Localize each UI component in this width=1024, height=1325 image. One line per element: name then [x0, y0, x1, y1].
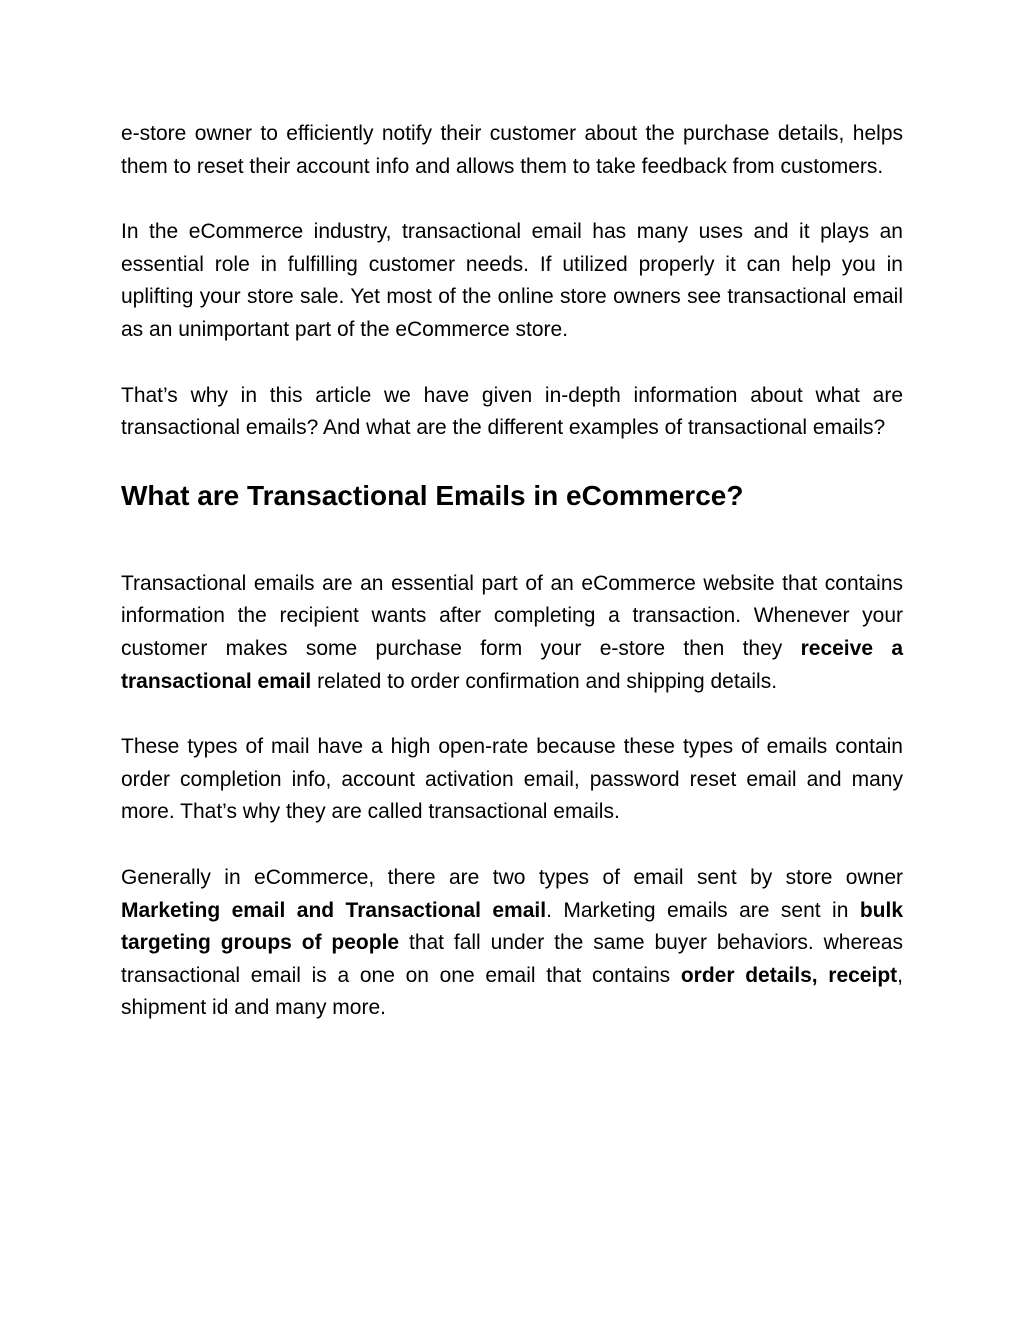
intro-paragraph-2: [121, 216, 903, 346]
text-run: that fall under the same buyer behaviors. whereas transactional email is a one on one email that contains: [121, 931, 903, 987]
text-run: , shipment id and many more.: [121, 963, 903, 1020]
body-paragraph-3: [121, 862, 903, 1025]
text-run: related to order confirmation and shipping details.: [311, 669, 778, 693]
text-run: . Marketing emails are sent in: [546, 898, 860, 922]
bold-text-run: Marketing email and Transactional email: [121, 898, 547, 922]
text-run: In the eCommerce industry, transactional email has many uses and it plays an essential role in fulfilling customer needs. If utilized properly it can help you in uplifting your store sale. Yet most of the online store owners see transactional email as an unimportant part of the eCommerce store.: [121, 220, 903, 341]
intro-paragraph-1: [121, 118, 903, 183]
text-run: e-store owner to efficiently notify their customer about the purchase details, helps them to reset their account info and allows them to take feedback from customers.: [121, 122, 903, 178]
text-run: Generally in eCommerce, there are two types of email sent by store owner: [121, 865, 903, 889]
bold-text-run: receive a transactional email: [121, 636, 903, 693]
body-paragraph-2: [121, 731, 903, 829]
text-run: These types of mail have a high open-rate because these types of emails contain order completion info, account activation email, password reset email and many more. That’s why they are called transactional emails.: [121, 735, 903, 824]
bold-text-run: bulk targeting groups of people: [121, 898, 904, 955]
document-page: [121, 118, 903, 1058]
text-run: Transactional emails are an essential part of an eCommerce website that contains information the recipient wants after completing a transaction. Whenever your customer makes some purchase form your e-store then they: [121, 571, 903, 660]
section-heading: What are Transactional Emails in eCommerce?: [121, 479, 744, 511]
bold-text-run: order details, receipt: [680, 963, 898, 987]
intro-paragraph-3: [121, 380, 903, 445]
body-paragraph-1: [121, 568, 903, 698]
text-run: That’s why in this article we have given in-depth information about what are transactional emails? And what are the different examples of transactional emails?: [121, 383, 903, 440]
